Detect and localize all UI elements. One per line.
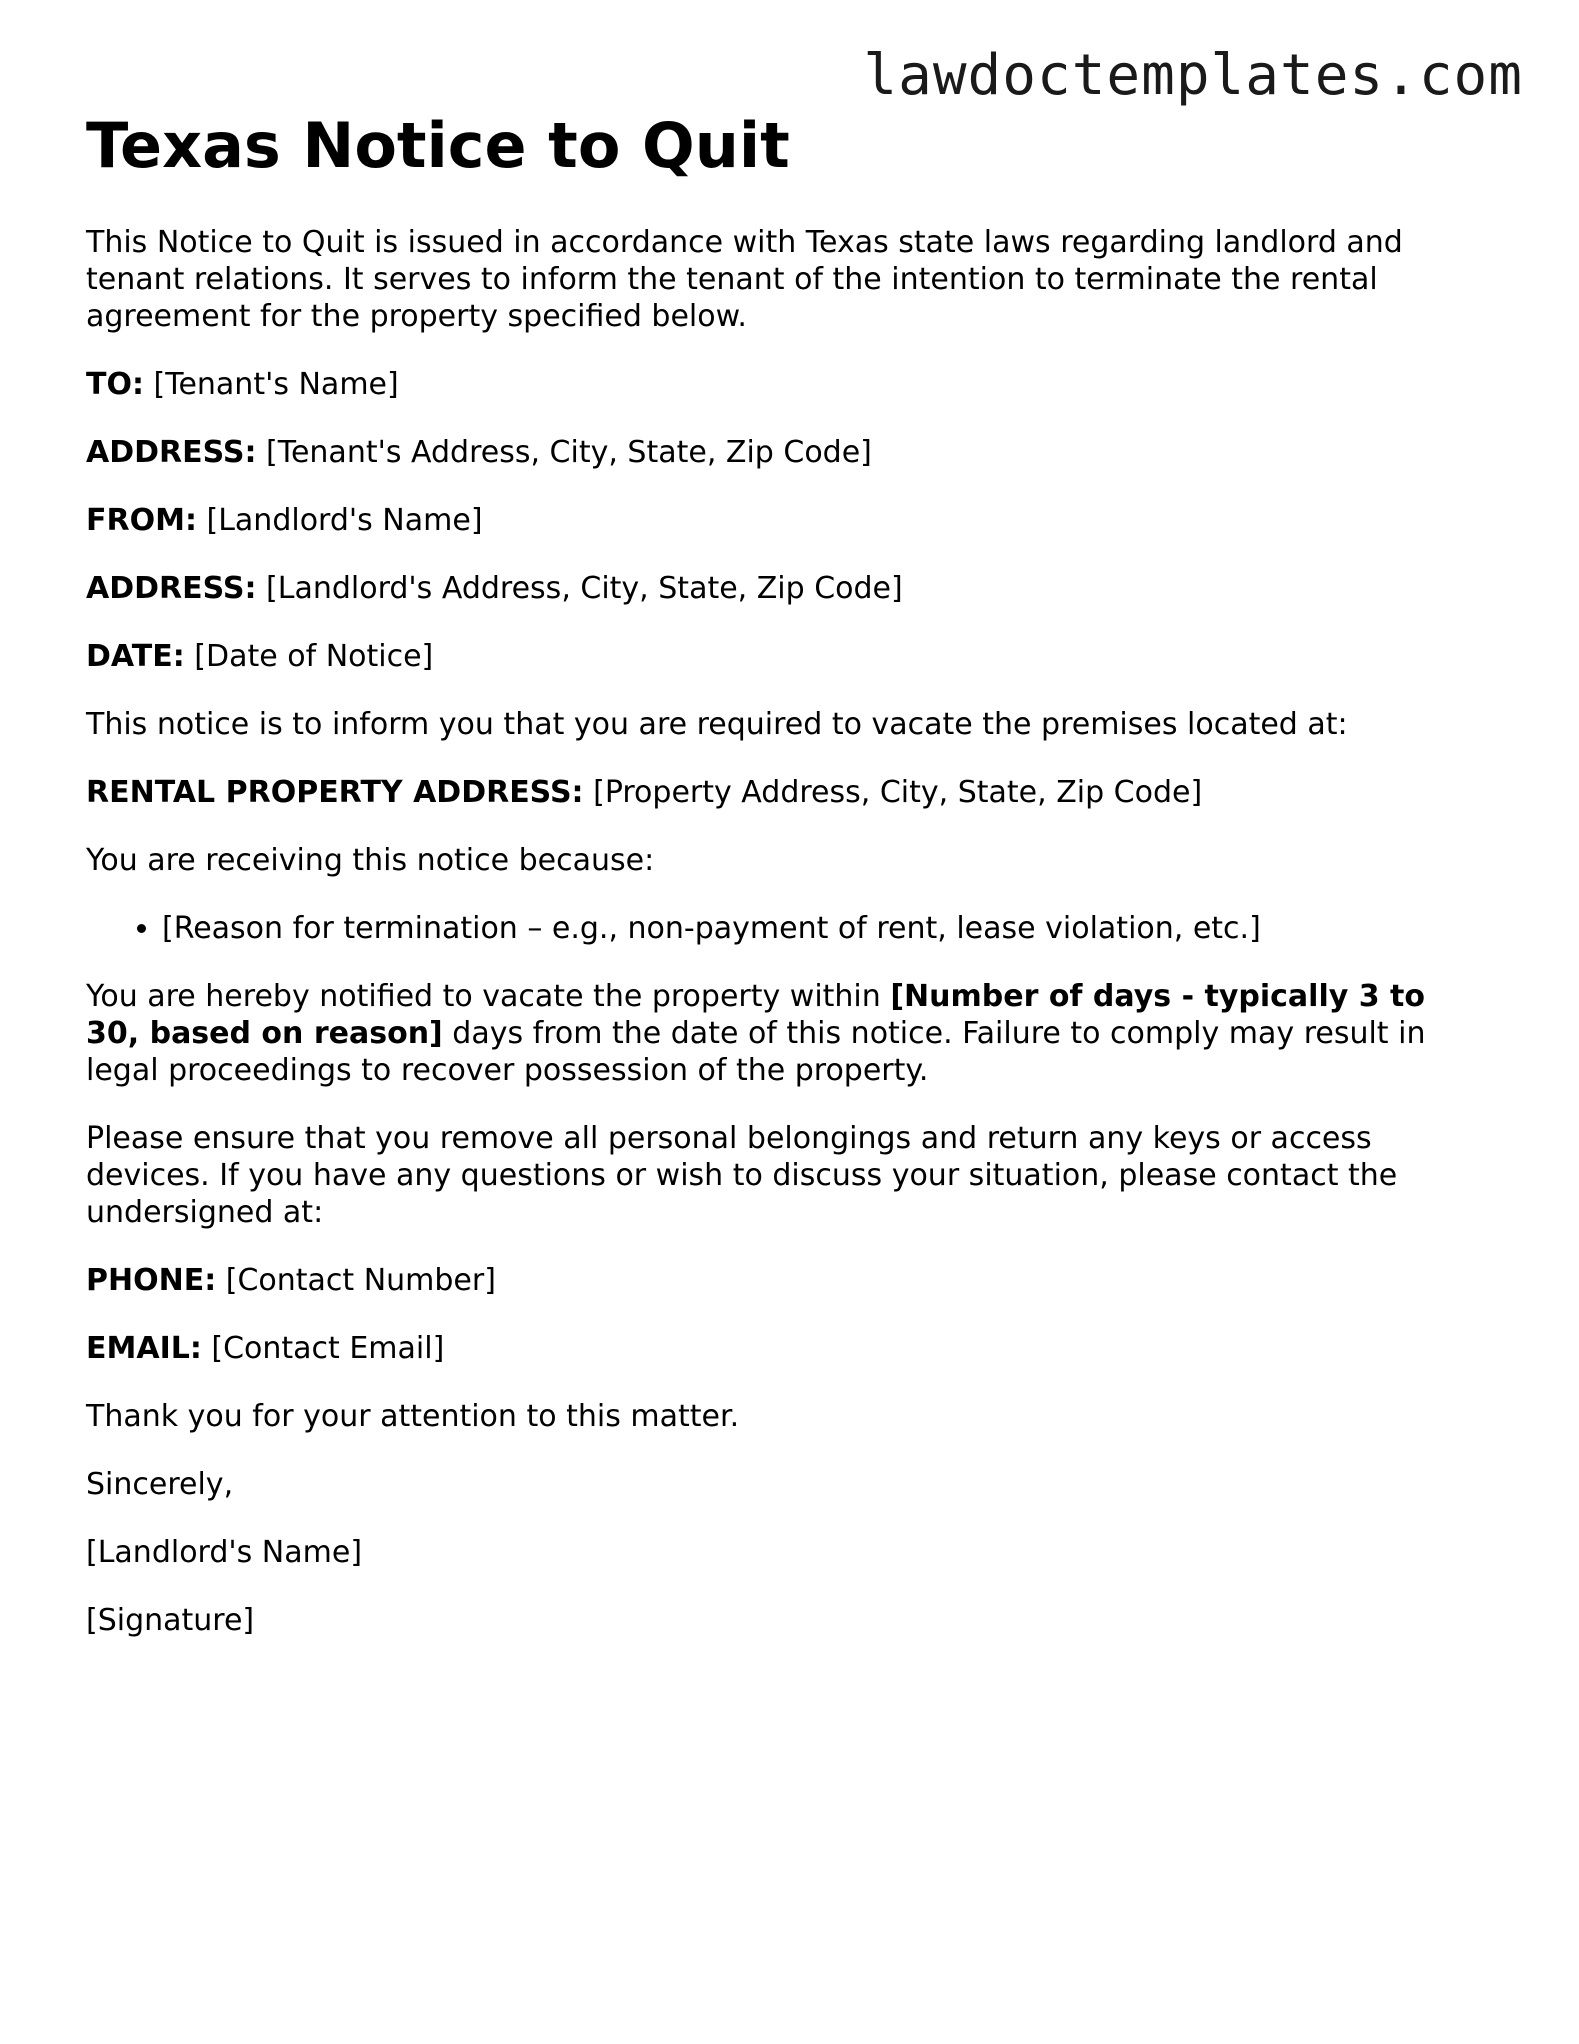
tenant-address-line <box>86 434 1486 471</box>
vacate-notice-paragraph: This notice is to inform you that you are required to vacate the premises located at: <box>86 707 1348 743</box>
tenant-address-label: ADDRESS: <box>86 435 257 471</box>
signature-line: [Signature] <box>86 1603 255 1639</box>
closing-line: Sincerely, <box>86 1467 234 1503</box>
from-label: FROM: <box>86 503 197 539</box>
from-value: [Landlord's Name] <box>206 503 483 539</box>
site-watermark: lawdoctemplates.com <box>863 43 1523 108</box>
from-line <box>86 502 1486 539</box>
deadline-paragraph <box>86 978 1486 1089</box>
phone-label: PHONE: <box>86 1263 217 1299</box>
email-label: EMAIL: <box>86 1331 202 1367</box>
email-line <box>86 1330 1486 1367</box>
phone-value: [Contact Number] <box>225 1263 496 1299</box>
list-item: • [Reason for termination – e.g., non-payment of rent, lease violation, etc.] <box>162 910 1486 947</box>
rental-property-line <box>86 774 1486 811</box>
tenant-address-value: [Tenant's Address, City, State, Zip Code] <box>266 435 872 471</box>
document-page <box>86 109 1486 1670</box>
reason-list <box>86 910 1486 947</box>
email-value: [Contact Email] <box>211 1331 445 1367</box>
landlord-address-label: ADDRESS: <box>86 571 257 607</box>
intro-paragraph: This Notice to Quit is issued in accordance with Texas state laws regarding landlord and tenant relations. It serves to inform the tenant of the intention to terminate the rental agreement for the property specified below. <box>86 225 1403 335</box>
to-label: TO: <box>86 367 144 403</box>
reason-intro-paragraph: You are receiving this notice because: <box>86 843 655 879</box>
phone-line <box>86 1262 1486 1299</box>
deadline-days: [Number of days - typically 3 to 30, based on reason] <box>86 979 1425 1052</box>
rental-property-value: [Property Address, City, State, Zip Code] <box>593 775 1203 811</box>
landlord-address-line <box>86 570 1486 607</box>
date-label: DATE: <box>86 639 185 675</box>
document-title: Texas Notice to Quit <box>86 109 790 182</box>
landlord-address-value: [Landlord's Address, City, State, Zip Code] <box>266 571 903 607</box>
signer-name: [Landlord's Name] <box>86 1535 363 1571</box>
to-line <box>86 366 1486 403</box>
date-value: [Date of Notice] <box>194 639 434 675</box>
deadline-text-after: days from the date of this notice. Failure to comply may result in legal proceedings to recover possession of the property. <box>86 1016 1426 1089</box>
rental-property-label: RENTAL PROPERTY ADDRESS: <box>86 775 584 811</box>
thanks-paragraph: Thank you for your attention to this matter. <box>86 1399 740 1435</box>
to-value: [Tenant's Name] <box>153 367 399 403</box>
deadline-text-before: You are hereby notified to vacate the property within <box>86 979 891 1015</box>
belongings-paragraph: Please ensure that you remove all personal belongings and return any keys or access devices. If you have any questions or wish to discuss your situation, please contact the undersigned at: <box>86 1121 1398 1231</box>
date-line <box>86 638 1486 675</box>
